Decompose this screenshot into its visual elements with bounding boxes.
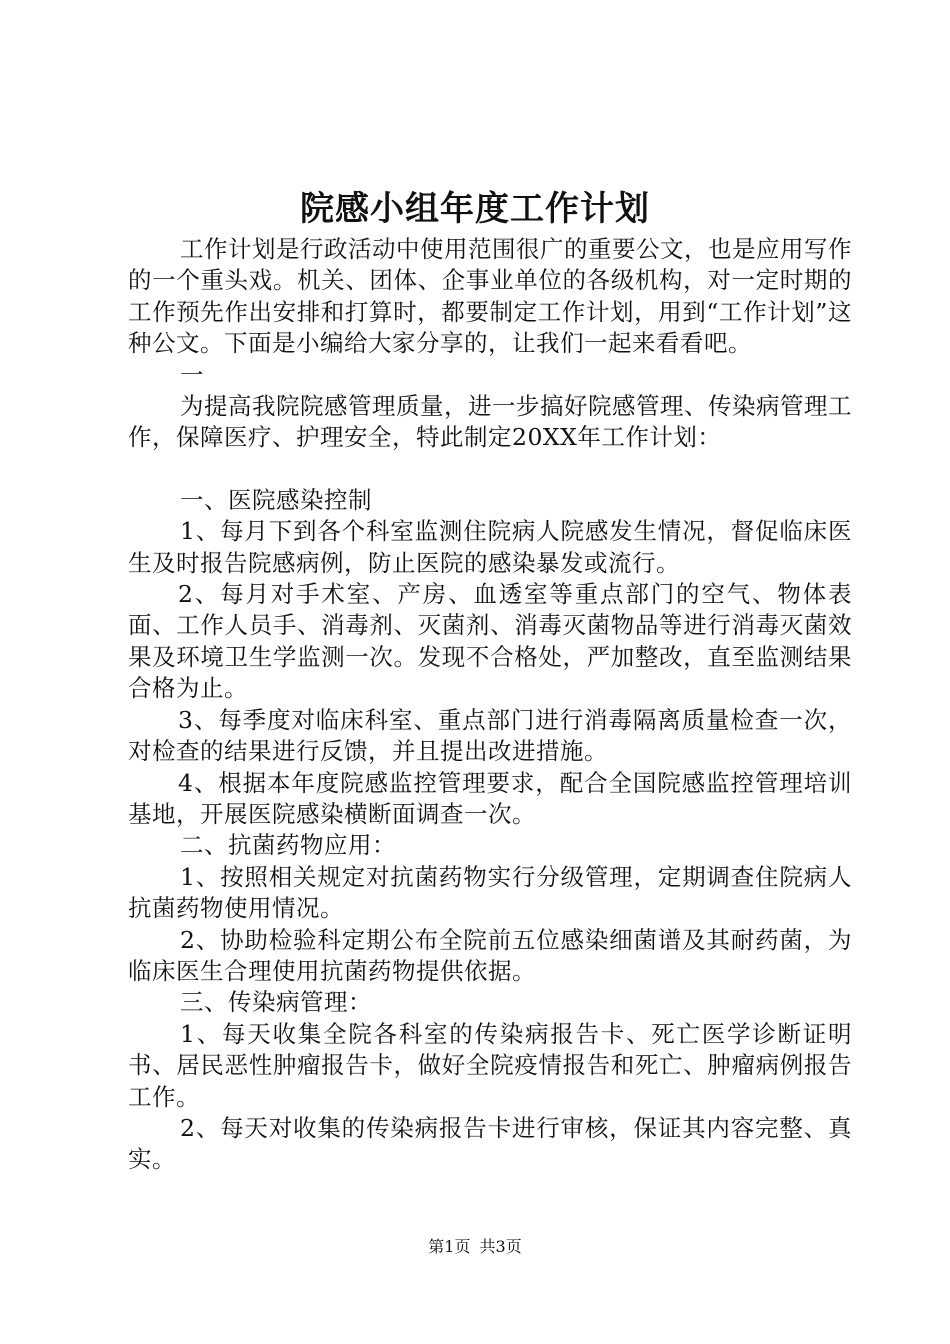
document-title: 院感小组年度工作计划 [300, 189, 650, 229]
page-footer [0, 1236, 950, 1258]
section-heading-antibiotics: 二、抗菌药物应用： [180, 831, 396, 860]
list-item: 2、每天对收集的传染病报告卡进行审核，保证其内容完整、真实。 [128, 1113, 852, 1174]
list-item: 1、每天收集全院各科室的传染病报告卡、死亡医学诊断证明书、居民恶性肿瘤报告卡，做好全院疫情报告和死亡、肿瘤病例报告工作。 [128, 1019, 852, 1111]
intro-paragraph: 工作计划是行政活动中使用范围很广的重要公文，也是应用写作的一个重头戏。机关、团体、企事业单位的各级机构，对一定时期的工作预先作出安排和打算时，都要制定工作计划，用到“工作计划”这种公文。下面是小编给大家分享的，让我们一起来看看吧。 [128, 235, 852, 358]
section-marker: 一 [180, 360, 204, 389]
list-item: 3、每季度对临床科室、重点部门进行消毒隔离质量检查一次，对检查的结果进行反馈，并且提出改进措施。 [128, 705, 852, 766]
list-item: 1、每月下到各个科室监测住院病人院感发生情况，督促临床医生及时报告院感病例，防止医院的感染暴发或流行。 [128, 517, 852, 577]
list-item: 2、协助检验科定期公布全院前五位感染细菌谱及其耐药菌，为临床医生合理使用抗菌药物提供依据。 [128, 925, 852, 985]
section-heading-infection-control: 一、医院感染控制 [180, 485, 372, 514]
blank-line [128, 454, 852, 485]
page-total: 共3页 [479, 1237, 522, 1256]
page-number: 第1页 [428, 1237, 471, 1256]
section-heading-infectious-disease: 三、传染病管理： [180, 988, 372, 1017]
list-item: 2、每月对手术室、产房、血透室等重点部门的空气、物体表面、工作人员手、消毒剂、灭菌剂、消毒灭菌物品等进行消毒灭菌效果及环境卫生学监测一次。发现不合格处，严加整改，直至监测结果合格为止。 [128, 580, 852, 703]
document-body [128, 234, 852, 1176]
list-item: 1、按照相关规定对抗菌药物实行分级管理，定期调查住院病人抗菌药物使用情况。 [128, 862, 852, 923]
list-item: 4、根据本年度院感监控管理要求，配合全国院感监控管理培训基地，开展医院感染横断面调查一次。 [128, 768, 852, 828]
purpose-paragraph: 为提高我院院感管理质量，进一步搞好院感管理、传染病管理工作，保障医疗、护理安全，特此制定20XX年工作计划： [128, 392, 852, 452]
